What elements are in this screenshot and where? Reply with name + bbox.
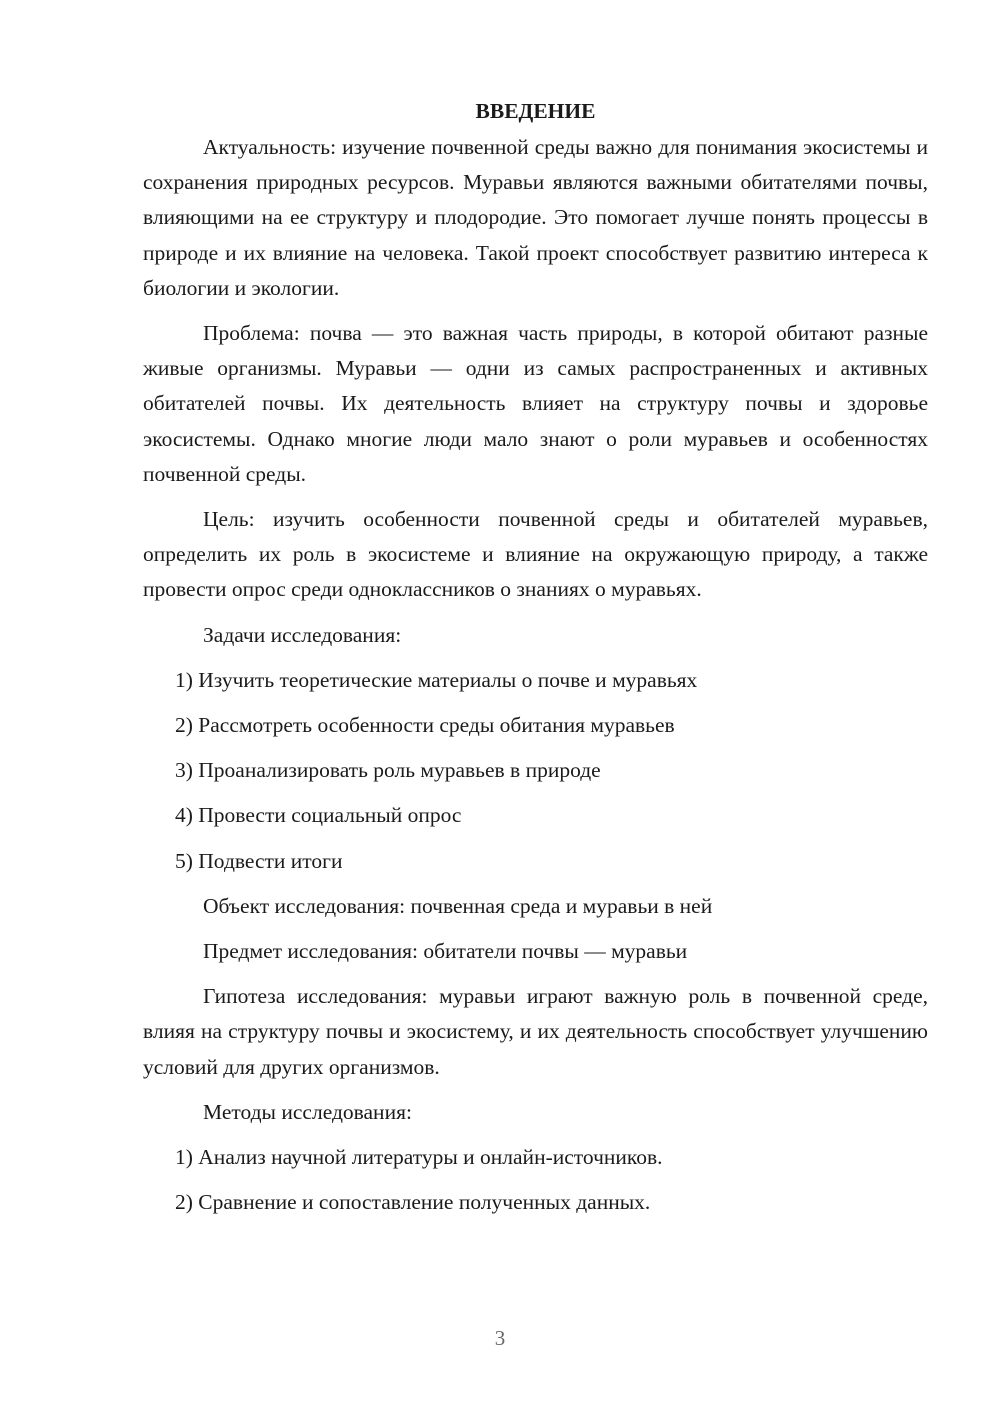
task-item-4: 4) Провести социальный опрос	[175, 803, 462, 828]
task-item-1: 1) Изучить теоретические материалы о почве и муравьях	[175, 667, 698, 692]
method-item-2: 2) Сравнение и сопоставление полученных данных.	[175, 1190, 651, 1215]
problem-paragraph: Проблема: почва — это важная часть природы, в которой обитают разные живые организмы. Муравьи — одни из самых распространенных и активных обитателей почвы. Их деятельность влияет на структуру почвы и здоровье экосистемы. Однако многие люди мало знают о роли муравьев и особенностях почвенной среды.	[143, 321, 928, 486]
task-item-2: 2) Рассмотреть особенности среды обитания муравьев	[175, 713, 675, 738]
page-title: ВВЕДЕНИЕ	[475, 99, 596, 123]
research-subject: Предмет исследования: обитатели почвы — муравьи	[203, 939, 688, 964]
tasks-heading: Задачи исследования:	[203, 622, 402, 647]
relevance-paragraph: Актуальность: изучение почвенной среды важно для понимания экосистемы и сохранения природных ресурсов. Муравьи являются важными обитателями почвы, влияющими на ее структуру и плодородие. Это помогает лучше понять процессы в природе и их влияние на человека. Такой проект способствует развитию интереса к биологии и экологии.	[143, 135, 928, 300]
goal-paragraph: Цель: изучить особенности почвенной среды и обитателей муравьев, определить их роль в экосистеме и влияние на окружающую природу, а также провести опрос среди одноклассников о знаниях о муравьях.	[143, 507, 928, 602]
method-item-1: 1) Анализ научной литературы и онлайн-источников.	[175, 1145, 663, 1170]
page-number: 3	[494, 1326, 506, 1350]
research-object: Объект исследования: почвенная среда и муравьи в ней	[203, 893, 713, 918]
methods-heading: Методы исследования:	[203, 1099, 412, 1124]
task-item-5: 5) Подвести итоги	[175, 848, 343, 873]
hypothesis-paragraph: Гипотеза исследования: муравьи играют важную роль в почвенной среде, влияя на структуру почвы и экосистему, и их деятельность способствует улучшению условий для других организмов.	[143, 984, 928, 1079]
document-page	[143, 92, 928, 1220]
task-item-3: 3) Проанализировать роль муравьев в природе	[175, 758, 601, 783]
